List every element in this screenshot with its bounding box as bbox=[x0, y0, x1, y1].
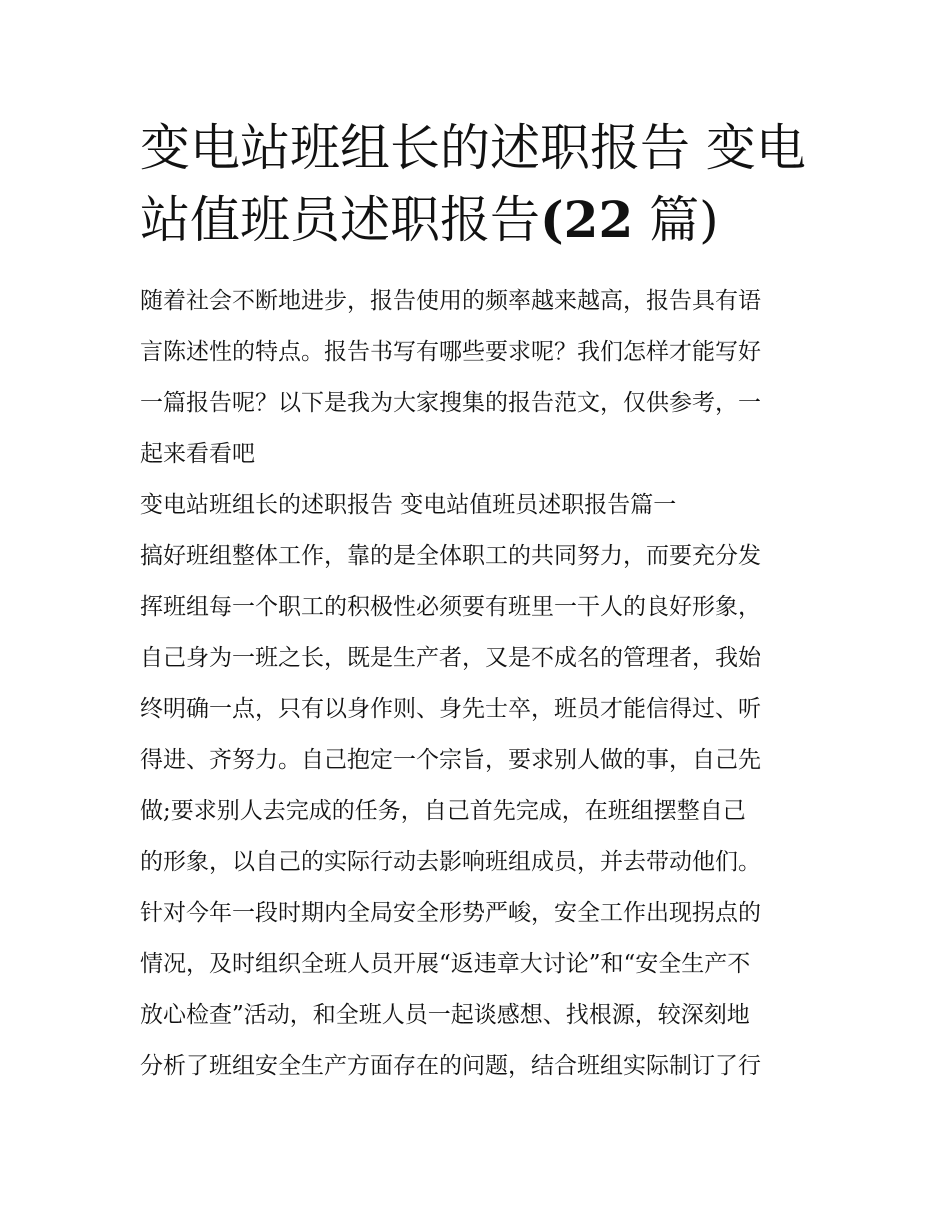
body-line: 自己身为一班之长，既是生产者，又是不成名的管理者，我始 bbox=[140, 645, 761, 671]
body-line: 放心检查”活动，和全班人员一起谈感想、找根源，较深刻地 bbox=[140, 1002, 750, 1028]
body-line: 搞好班组整体工作，靠的是全体职工的共同努力，而要充分发 bbox=[140, 543, 761, 569]
body-line: 分析了班组安全生产方面存在的问题，结合班组实际制订了行 bbox=[140, 1053, 761, 1079]
document-title bbox=[140, 112, 820, 256]
document-body bbox=[140, 276, 815, 1092]
body-line: 针对今年一段时期内全局安全形势严峻，安全工作出现拐点的 bbox=[140, 900, 761, 926]
title-text-part1: 变电站班组长的述职报告 变电 bbox=[140, 119, 806, 177]
body-line: 的形象，以自己的实际行动去影响班组成员，并去带动他们。 bbox=[140, 849, 761, 875]
title-count: (22 bbox=[540, 190, 634, 249]
body-paragraph bbox=[140, 531, 815, 1092]
body-line: 挥班组每一个职工的积极性必须要有班里一干人的良好形象， bbox=[140, 594, 761, 620]
body-line: 终明确一点，只有以身作则、身先士卒，班员才能信得过、听 bbox=[140, 696, 761, 722]
intro-line: 随着社会不断地进步，报告使用的频率越来越高，报告具有语 bbox=[140, 288, 761, 314]
title-text-part2: 站值班员述职报告 bbox=[140, 191, 540, 249]
body-line: 得进、齐努力。自己抱定一个宗旨，要求别人做的事，自己先 bbox=[140, 747, 761, 773]
intro-paragraph bbox=[140, 276, 815, 480]
body-line: 做;要求别人去完成的任务，自己首先完成，在班组摆整自己 bbox=[140, 798, 746, 824]
section-heading bbox=[140, 480, 815, 531]
title-text-end: 篇) bbox=[633, 191, 719, 249]
section-heading-text: 变电站班组长的述职报告 变电站值班员述职报告篇一 bbox=[140, 492, 677, 518]
intro-line: 起来看看吧 bbox=[140, 441, 255, 467]
intro-line: 一篇报告呢？以下是我为大家搜集的报告范文，仅供参考，一 bbox=[140, 390, 761, 416]
body-line: 情况，及时组织全班人员开展“返违章大讨论”和“安全生产不 bbox=[140, 951, 751, 977]
intro-line: 言陈述性的特点。报告书写有哪些要求呢？我们怎样才能写好 bbox=[140, 339, 761, 365]
